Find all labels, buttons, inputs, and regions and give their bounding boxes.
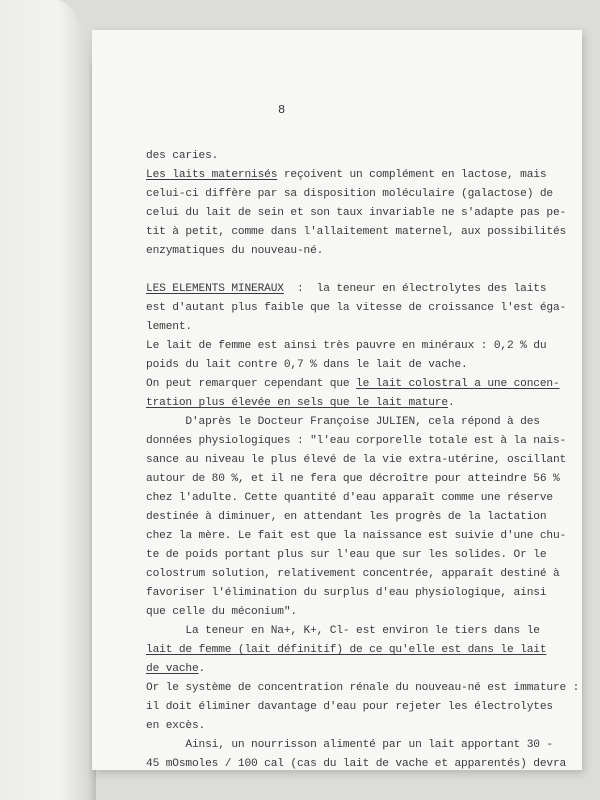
text-segment: colostrum solution, relativement concentrée, apparaît destiné à (146, 568, 560, 580)
text-segment: chez l'adulte. Cette quantité d'eau apparaît comme une réserve (146, 492, 553, 504)
text-line (146, 375, 566, 394)
facing-page (0, 0, 96, 800)
text-line (146, 508, 566, 527)
text-segment: données physiologiques : "l'eau corporelle totale est à la nais- (146, 435, 567, 447)
text-line (146, 356, 566, 375)
text-segment: tit à petit, comme dans l'allaitement maternel, aux possibilités (146, 226, 567, 238)
text-line (146, 546, 566, 565)
text-segment: autour de 80 %, et il ne fera que décroître pour atteindre 56 % (146, 473, 560, 485)
paragraph-gap (146, 261, 566, 280)
text-segment: est d'autant plus faible que la vitesse de croissance l'est éga- (146, 302, 567, 314)
text-line (146, 413, 566, 432)
text-line (146, 451, 566, 470)
text-segment: Or le système de concentration rénale du nouveau-né est immature : (146, 682, 580, 694)
text-segment: La teneur en Na+, K+, Cl- est environ le tiers dans le (146, 625, 540, 637)
text-segment: D'après le Docteur Françoise JULIEN, cela répond à des (146, 416, 540, 428)
underlined-text: tration plus élevée en sels que le lait mature (146, 397, 448, 409)
text-line (146, 717, 566, 736)
text-segment: en excès. (146, 720, 206, 732)
text-line (146, 527, 566, 546)
text-line (146, 394, 566, 413)
text-segment: reçoivent un complément en lactose, mais (277, 169, 547, 181)
text-line (146, 280, 566, 299)
text-segment: . (447, 397, 455, 409)
text-line (146, 584, 566, 603)
text-segment: celui-ci diffère par sa disposition moléculaire (galactose) de (146, 188, 553, 200)
text-segment: te de poids portant plus sur l'eau que sur les solides. Or le (146, 549, 547, 561)
text-segment: sance au niveau le plus élevé de la vie extra-utérine, oscillant (146, 454, 567, 466)
underlined-text: de vache (146, 663, 199, 675)
underlined-text: le lait colostral a une concen- (356, 378, 560, 390)
text-line (146, 489, 566, 508)
text-segment: des caries. (146, 150, 219, 162)
text-segment: . (198, 663, 206, 675)
text-line (146, 185, 566, 204)
text-line (146, 204, 566, 223)
text-line (146, 641, 566, 660)
text-line (146, 223, 566, 242)
text-segment: Le lait de femme est ainsi très pauvre en minéraux : 0,2 % du (146, 340, 547, 352)
text-segment: poids du lait contre 0,7 % dans le lait de vache. (146, 359, 468, 371)
text-line (146, 755, 566, 774)
text-segment: chez la mère. Le fait est que la naissance est suivie d'une chu- (146, 530, 567, 542)
text-segment: On peut remarquer cependant que (146, 378, 357, 390)
text-segment: Ainsi, un nourrisson alimenté par un lait apportant 30 - (146, 739, 553, 751)
text-line (146, 679, 580, 698)
text-line (146, 736, 566, 755)
text-segment: il doit éliminer davantage d'eau pour rejeter les électrolytes (146, 701, 553, 713)
text-line (146, 337, 566, 356)
text-line (146, 166, 566, 185)
text-segment: que celle du méconium". (146, 606, 297, 618)
underlined-text: Les laits maternisés (146, 169, 278, 181)
text-segment: favoriser l'élimination du surplus d'eau physiologique, ainsi (146, 587, 547, 599)
text-segment: destinée à diminuer, en attendant les progrès de la lactation (146, 511, 547, 523)
text-line (146, 242, 566, 261)
document-page (92, 30, 582, 770)
text-segment: lement. (146, 321, 192, 333)
body-text (146, 147, 580, 774)
text-line (146, 622, 566, 641)
text-line (146, 698, 566, 717)
text-segment: 45 mOsmoles / 100 cal (cas du lait de vache et apparentés) devra (146, 758, 567, 770)
text-line (146, 299, 566, 318)
text-line (146, 318, 566, 337)
text-line (146, 660, 566, 679)
underlined-text: lait de femme (lait définitif) de ce qu'elle est dans le lait (146, 644, 547, 656)
text-segment: : la teneur en électrolytes des laits (283, 283, 547, 295)
page-number: 8 (278, 103, 286, 117)
underlined-text: LES ELEMENTS MINERAUX (146, 283, 284, 295)
text-line (146, 147, 566, 166)
text-segment: celui du lait de sein et son taux invariable ne s'adapte pas pe- (146, 207, 567, 219)
text-line (146, 470, 566, 489)
text-line (146, 565, 566, 584)
text-line (146, 432, 566, 451)
text-line (146, 603, 566, 622)
text-segment: enzymatiques du nouveau-né. (146, 245, 324, 257)
